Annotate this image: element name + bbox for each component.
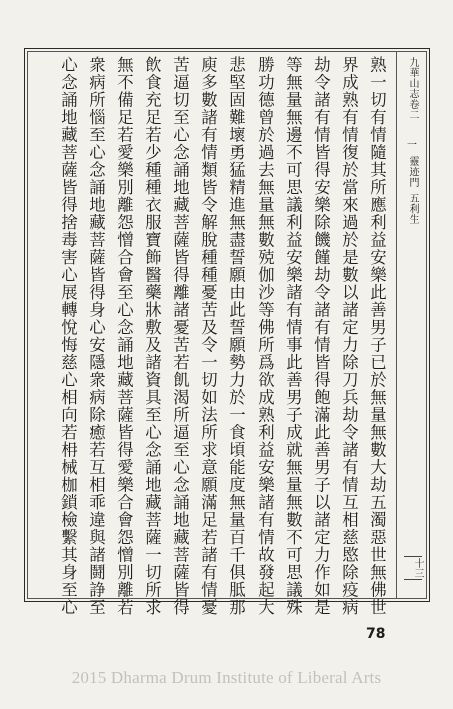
text-column-6: 悲堅固難壞勇猛精進無盡誓願由此誓願勢力於一食頃能度無量百千俱胝那 [226, 56, 246, 616]
text-column-11: 衆病所惱至心念誦地藏菩薩皆得身心安隱衆病除癒若互相乖違與諸鬪諍至 [86, 56, 106, 616]
subsection-title: 五利生 [407, 193, 418, 225]
text-column-1: 熟一切有情隨其所應利益安樂此善男子已於無量無數大劫五濁惡世無佛世 [367, 56, 387, 616]
text-column-3: 劫令諸有情皆得安樂除饑饉劫令諸有情皆得飽滿此善男子以諸定力作如是 [311, 56, 331, 616]
text-column-5: 勝功德曾於過去無量無數殑伽沙等佛所爲欲成熟利益安樂諸有情故發起大 [255, 56, 275, 616]
page-number: 78 [366, 626, 386, 642]
text-column-9: 飲食充足若少種種衣服寶飾醫藥牀敷及諸資具至心念誦地藏菩薩一切所求 [142, 56, 162, 616]
text-column-8: 苦逼切至心念誦地藏菩薩皆得離諸憂苦若飢渴所逼至心念誦地藏菩薩皆得 [170, 56, 190, 616]
chapter-title: 靈迹門 [407, 156, 418, 188]
section-mark: 一 [407, 140, 417, 151]
book-title: 九華山志卷二 [407, 57, 418, 120]
watermark-text: 2015 Dharma Drum Institute of Liberal Arts [71, 668, 382, 687]
text-column-12: 心念誦地藏菩薩皆得捨毒害心展轉悅悔慈心相向若枏械枷鎖檢繫其身至心 [58, 56, 78, 616]
text-column-2: 界成熟有情復於當來過於是數以諸定力除刀兵劫令諸有情互相慈愍除疫病 [339, 56, 359, 616]
text-column-10: 無不備足若愛樂別離怨憎合會至心念誦地藏菩薩皆得愛樂合會怨憎別離若 [114, 56, 134, 616]
text-column-7: 庾多數諸有情類皆令解脫種種憂苦及令一切如法所求意願滿足若諸有情憂 [198, 56, 218, 616]
leaf-number: 十三 [404, 556, 422, 580]
text-column-4: 等無量無邊不可思議利益安樂諸有情事此善男子成就無量無數不可思議殊 [283, 56, 303, 616]
margin-header-column [396, 52, 427, 598]
